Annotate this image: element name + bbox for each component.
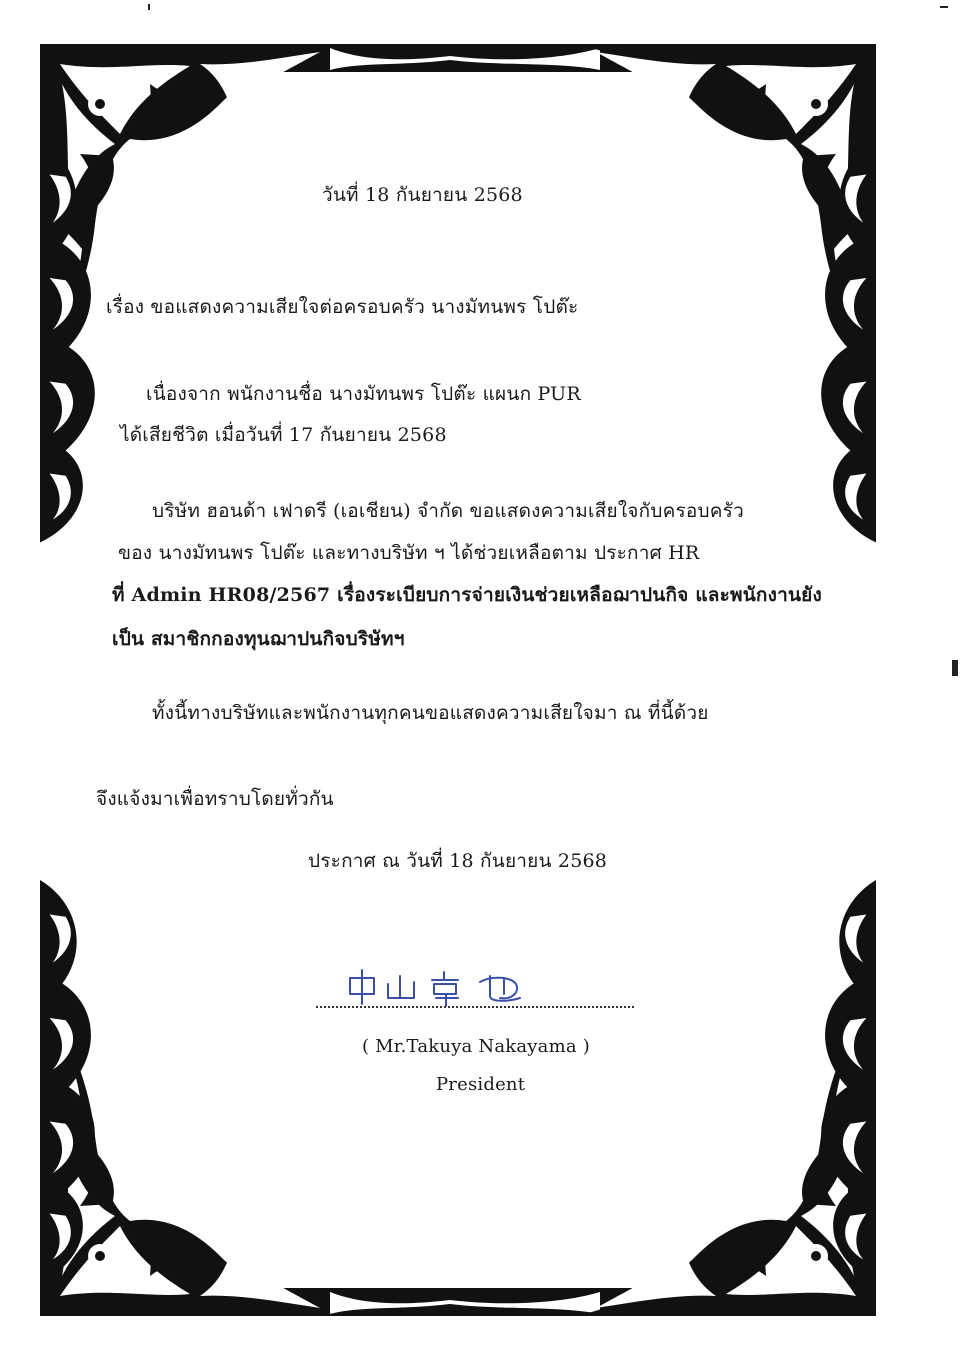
para1-line2: ได้เสียชีวิต เมื่อวันที่ 17 กันยายน 2568 (120, 424, 447, 446)
para2-line1: บริษัท ฮอนด้า เฟาดรี (เอเชียน) จำกัด ขอแสดงความเสียใจกับครอบครัว (152, 500, 744, 522)
para3-line: ทั้งนี้ทางบริษัทและพนักงานทุกคนขอแสดงความเสียใจมา ณ ที่นี้ด้วย (152, 702, 709, 724)
para2-line2: ของ นางมัทนพร โปต๊ะ และทางบริษัท ฯ ได้ช่วยเหลือตาม ประกาศ HR (118, 542, 700, 564)
para1-line1: เนื่องจาก พนักงานชื่อ นางมัทนพร โปต๊ะ แผนก PUR (146, 383, 581, 405)
announce-date-line: ประกาศ ณ วันที่ 18 กันยายน 2568 (308, 850, 608, 872)
subject-line: เรื่อง ขอแสดงความเสียใจต่อครอบครัว นางมัทนพร โปต๊ะ (106, 296, 579, 318)
date-line: วันที่ 18 กันยายน 2568 (322, 184, 523, 206)
signature-image (340, 968, 550, 1008)
signature-line (316, 1006, 634, 1008)
signer-name: ( Mr.Takuya Nakayama ) (362, 1036, 590, 1057)
signer-title: President (436, 1074, 526, 1095)
para2-line3: ที่ Admin HR08/2567 เรื่องระเบียบการจ่ายเงินช่วยเหลือฌาปนกิจ และพนักงานยัง (112, 584, 822, 606)
para2-line4: เป็น สมาชิกกองทุนฌาปนกิจบริษัทฯ (112, 628, 405, 650)
closing-line: จึงแจ้งมาเพื่อทราบโดยทั่วกัน (96, 788, 334, 810)
